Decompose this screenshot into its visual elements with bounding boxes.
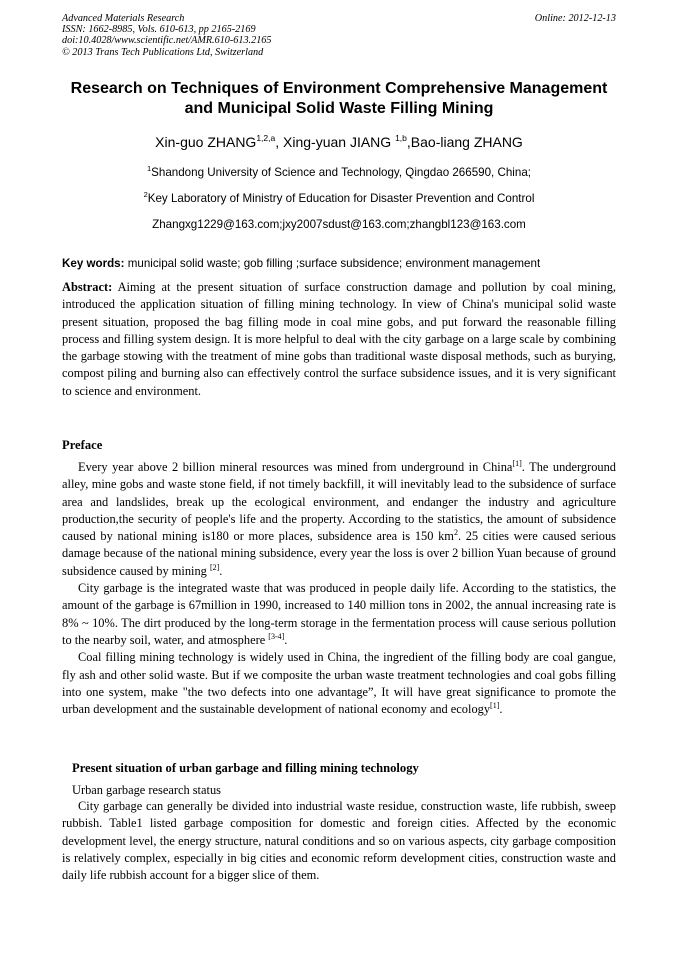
keywords-label: Key words: (62, 257, 125, 270)
superscript-2: 2 (453, 528, 458, 538)
citation: [1] (512, 459, 522, 468)
affiliation-1-text: Shandong University of Science and Technology, Qingdao 266590, China; (151, 166, 532, 179)
affiliation-1 (40, 166, 638, 180)
text-run: Coal filling mining technology is widely used in China, the ingredient of the filling body are coal gangue, fly ash and other solid waste. But if we composite the urban waste treatment technologies and coal gobs filling into one system, make "the two defects into one advantage”, It will have great significance to promote the urban development and the sustainable development of national economy and ecology (62, 650, 616, 717)
affiliation-2 (40, 192, 638, 206)
journal-name: Advanced Materials Research (62, 13, 185, 24)
text-run: Every year above 2 billion mineral resources was mined from underground in China (78, 460, 513, 474)
keywords (62, 257, 622, 271)
preface-paragraph-1 (62, 459, 616, 580)
section-2-paragraph-1: City garbage can generally be divided into industrial waste residue, construction waste, life rubbish, sweep rubbish. Table1 listed garbage composition for domestic and foreign cities. Affected by the economic development level, the energy structure, natural conditions and so on various aspects, city garbage composition is relatively complex, especially in big cities and economic reform development cities, construction waste and daily life rubbish account for a bigger slice of them. (62, 799, 616, 883)
text-run: . (219, 563, 223, 578)
author-1: Xin-guo ZHANG (155, 134, 257, 150)
author-emails: Zhangxg1229@163.com;jxy2007sdust@163.com;zhangbl123@163.com (152, 218, 526, 231)
author-3: ,Bao-liang ZHANG (406, 134, 523, 150)
abstract (62, 279, 616, 400)
preface-paragraph-2 (62, 580, 616, 649)
abstract-text: Aiming at the present situation of surface construction damage and pollution by coal mining, introduced the application situation of filling mining technology. In view of China's municipal solid waste present situation, proposed the bag filling mode in coal mine gobs, and put forward the reasonable filling process and filling system design. It is more helpful to deal with the city garbage on a large scale by combining the garbage stowing with the treatment of mine gobs than traditional waste disposal methods, such as burying, compost piling and burning also can effectively control the surface subsidence issues, and it is very significant to science and environment. (62, 280, 616, 398)
preface-paragraph-3 (62, 649, 616, 718)
abstract-label: Abstract: (62, 280, 113, 294)
section-2-body (62, 798, 616, 884)
paper-title (40, 79, 638, 119)
online-date: Online: 2012-12-13 (534, 13, 616, 24)
doi-line: doi:10.4028/www.scientific.net/AMR.610-613.2165 (62, 35, 272, 47)
section-heading-present-situation: Present situation of urban garbage and filling mining technology (72, 761, 419, 775)
author-list (40, 133, 638, 151)
citation: [1] (490, 701, 500, 711)
text-run: City garbage is the integrated waste that was produced in people daily life. According to the statistics, the amount of the garbage is 67million in 1990, increased to 140 million tons in 2002, the annual increasing rate is 8% ~ 10%. The dirt produced by the long-term storage in the fermentation process will cause serious pollution to the nearby soil, water, and atmosphere (62, 581, 616, 647)
preface-body (62, 459, 616, 718)
text-run: . The underground alley, mine gobs and waste stone field, if not timely backfill, it will inevitably lead to the subsidence of surface area and landslides, break up the ecological environment, and endanger the industry and agriculture production,the security of people's life and the property. According to the statistics, the amount of subsidence caused by national mining is180 or more places, subsidence area is 150 km (62, 460, 616, 544)
title-line-1: Research on Techniques of Environment Comprehensive Management (70, 80, 608, 97)
affiliation-2-number: 2 (143, 190, 148, 199)
copyright-line: © 2013 Trans Tech Publications Ltd, Switzerland (62, 46, 264, 58)
text-run: . (284, 632, 288, 647)
affiliation-2-text: Key Laboratory of Ministry of Education for Disaster Prevention and Control (147, 192, 535, 205)
author-1-affiliation: 1,2,a (256, 133, 276, 143)
author-2-affiliation: 1,b (395, 133, 407, 143)
text-run: . 25 cities were caused serious damage because of the national mining subsidence, every year the loss is over 2 billion Yuan because of ground subsidence caused by mining (62, 529, 616, 578)
issn-line: ISSN: 1662-8985, Vols. 610-613, pp 2165-2169 (62, 24, 256, 36)
preface-heading: Preface (62, 438, 103, 452)
keywords-text: municipal solid waste; gob filling ;surface subsidence; environment management (124, 257, 541, 270)
title-line-2: and Municipal Solid Waste Filling Mining (184, 100, 494, 117)
citation: [2] (209, 562, 220, 572)
subsection-heading-urban-garbage: Urban garbage research status (72, 783, 221, 797)
text-run: . (499, 702, 503, 717)
citation: [3-4] (268, 631, 285, 641)
affiliation-1-number: 1 (146, 164, 152, 173)
author-2: , Xing-yuan JIANG (275, 134, 396, 150)
journal-header (62, 13, 616, 58)
